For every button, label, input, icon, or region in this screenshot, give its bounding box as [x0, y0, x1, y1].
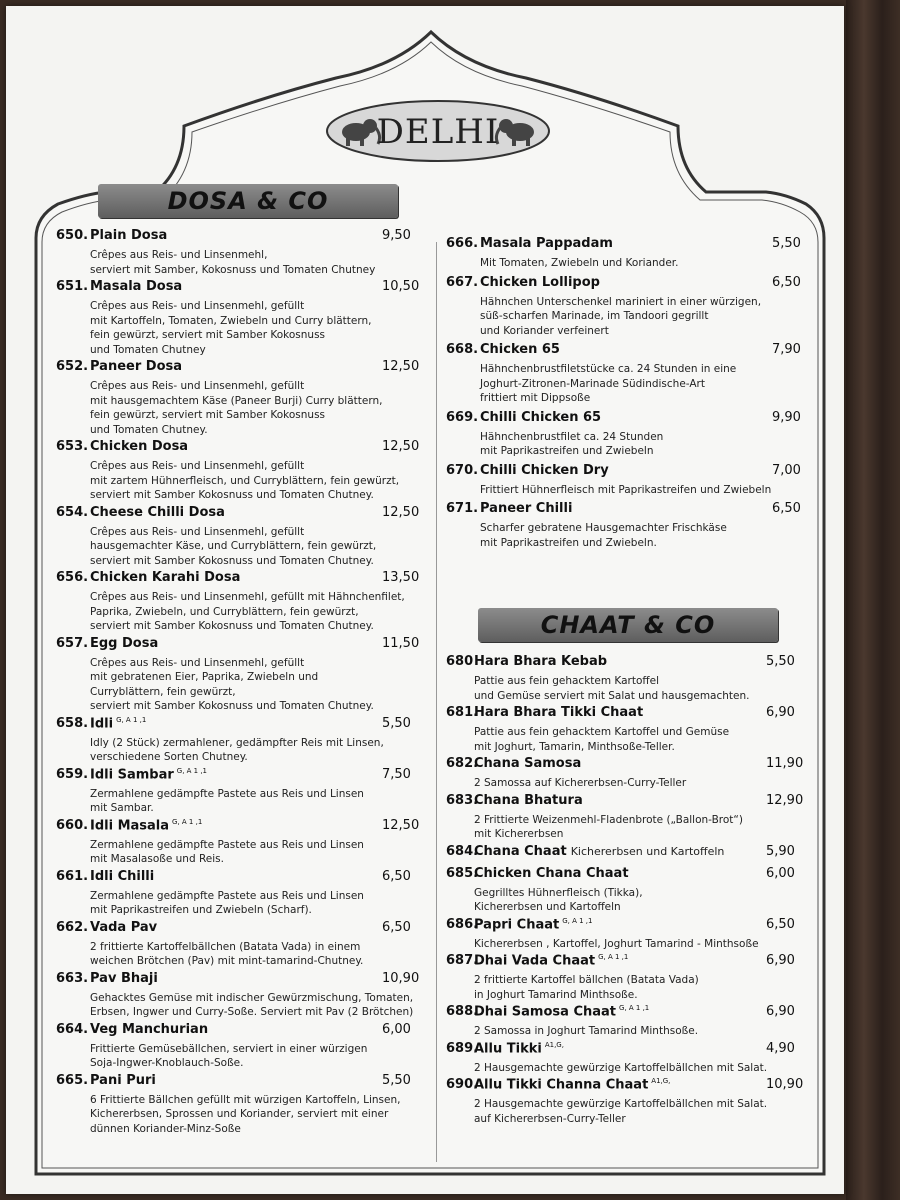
item-name	[480, 342, 560, 357]
item-price: 7,50	[382, 766, 411, 782]
menu-item-header	[436, 917, 810, 937]
item-name	[474, 705, 643, 720]
item-description: Crêpes aus Reis- und Linsenmehl, gefüllt mit Hähnchenfilet, Paprika, Zwiebeln, und Curryblättern, fein gewürzt, serviert mit Samber Kokosnuss und Tomaten Chutney.	[90, 591, 405, 632]
item-price: 6,50	[382, 868, 411, 884]
item-name	[90, 869, 154, 884]
item-description: Hähnchen Unterschenkel mariniert in einer würzigen, süß-scharfen Marinade, im Tandoori gegrillt und Koriander verfeinert	[480, 295, 762, 337]
item-price: 4,90	[766, 1040, 795, 1056]
item-name-text: Idli	[90, 715, 114, 731]
right-column-bottom	[436, 654, 810, 1128]
item-description: Frittiert Hühnerfleisch mit Paprikastreifen und Zwiebeln	[480, 483, 772, 496]
menu-item	[436, 705, 810, 754]
item-name-text: Pav Bhaji	[90, 970, 158, 986]
item-number: 664.	[56, 1021, 89, 1037]
item-name	[480, 463, 609, 478]
item-number: 652.	[56, 359, 89, 374]
item-price: 12,50	[382, 504, 420, 520]
item-description: 2 Samossa auf Kichererbsen-Curry-Teller	[474, 777, 687, 789]
menu-item-header	[46, 716, 424, 736]
menu-item-header	[436, 756, 810, 776]
item-name	[474, 756, 581, 771]
menu-item-header	[436, 236, 810, 256]
section-banner-dosa	[98, 184, 398, 218]
item-name	[474, 953, 628, 968]
menu-item-header	[46, 869, 424, 889]
menu-item-header	[436, 866, 810, 886]
item-name	[90, 228, 167, 243]
item-price: 6,90	[766, 705, 795, 720]
item-description: Crêpes aus Reis- und Linsenmehl, gefüllt mit gebratenen Eier, Paprika, Zwiebeln und Curryblättern, fein gewürzt, serviert mit Samber Kokosnuss und Tomaten Chutney.	[90, 656, 374, 712]
allergen-codes: G, A 1 ,1	[598, 953, 629, 961]
menu-item-header	[46, 636, 424, 656]
item-description: Crêpes aus Reis- und Linsenmehl, gefüllt mit Kartoffeln, Tomaten, Zwiebeln und Curry blättern, fein gewürzt, serviert mit Samber Kokosnuss und Tomaten Chutney	[90, 300, 372, 356]
menu-item	[46, 439, 424, 503]
right-column-top	[436, 236, 810, 554]
item-name-text: Idli Masala	[90, 817, 170, 833]
allergen-codes: A1,G,	[651, 1077, 671, 1085]
item-number: 657.	[56, 635, 89, 651]
menu-item-header	[436, 1041, 810, 1061]
logo-text: DELHI	[376, 112, 500, 152]
item-description: Zermahlene gedämpfte Pastete aus Reis und Linsen mit Paprikastreifen und Zwiebeln (Scharf).	[90, 889, 364, 916]
menu-item	[46, 279, 424, 357]
item-number: 667.	[446, 274, 479, 290]
item-price: 11,90	[766, 756, 804, 771]
item-price: 12,50	[382, 817, 420, 833]
item-name-text: Chilli Chicken 65	[480, 409, 602, 425]
menu-page	[6, 6, 844, 1194]
item-name-text: Chicken Chana Chaat	[474, 865, 629, 881]
item-number: 661.	[56, 868, 89, 884]
item-number: 689.	[446, 1040, 479, 1056]
item-price: 9,90	[772, 409, 801, 425]
menu-item	[46, 1022, 424, 1071]
item-name	[90, 359, 182, 374]
item-description: Kichererbsen , Kartoffel, Joghurt Tamarind - Minthsoße	[474, 937, 759, 950]
item-number: 690.	[446, 1077, 479, 1092]
item-name	[90, 1073, 156, 1088]
item-description: Mit Tomaten, Zwiebeln und Koriander.	[480, 257, 679, 269]
item-description: Zermahlene gedämpfte Pastete aus Reis und Linsen mit Sambar.	[90, 787, 364, 814]
item-name	[90, 439, 188, 454]
menu-item-header	[46, 818, 424, 838]
menu-item	[436, 275, 810, 339]
item-number: 688.	[446, 1004, 479, 1019]
item-description: Gehacktes Gemüse mit indischer Gewürzmischung, Tomaten, Erbsen, Ingwer und Curry-Soße. Serviert mit Pav (2 Brötchen)	[90, 991, 414, 1018]
item-number: 681.	[446, 705, 479, 720]
item-number: 669.	[446, 409, 479, 425]
item-number: 663.	[56, 970, 89, 986]
allergen-codes: G, A 1 ,1	[619, 1004, 650, 1012]
item-name-text: Papri Chaat	[474, 916, 560, 932]
item-name	[90, 279, 182, 294]
item-description: Crêpes aus Reis- und Linsenmehl, gefüllt mit zartem Hühnerfleisch, und Curryblättern, fein gewürzt, serviert mit Samber Kokosnuss und Tomaten Chutney.	[90, 460, 400, 501]
item-price: 7,90	[772, 342, 801, 357]
item-description: Scharfer gebratene Hausgemachter Frischkäse mit Paprikastreifen und Zwiebeln.	[480, 522, 727, 549]
item-name-text: Idli Chilli	[90, 868, 155, 884]
item-name	[90, 920, 157, 935]
delhi-logo	[324, 98, 552, 164]
item-price: 10,50	[382, 279, 420, 294]
menu-item	[436, 501, 810, 550]
item-description: 2 Hausgemachte gewürzige Kartoffelbällchen mit Salat. auf Kichererbsen-Curry-Teller	[474, 1098, 768, 1125]
item-number: 662.	[56, 919, 89, 935]
item-name	[474, 866, 629, 881]
item-name-text: Chana Chaat	[474, 843, 567, 859]
item-description: Crêpes aus Reis- und Linsenmehl, gefüllt mit hausgemachtem Käse (Paneer Burji) Curry blättern, fein gewürzt, serviert mit Samber Kokosnuss und Tomaten Chutney.	[90, 380, 383, 436]
item-price: 9,50	[382, 228, 411, 243]
item-inline-description: Kichererbsen und Kartoffeln	[570, 844, 725, 858]
item-name	[480, 275, 600, 290]
section-title-dosa: DOSA & CO	[167, 187, 329, 215]
menu-item	[46, 570, 424, 634]
allergen-codes: A1,G,	[544, 1040, 564, 1049]
menu-item-header	[46, 1022, 424, 1042]
menu-item	[46, 767, 424, 816]
item-description: 6 Frittierte Bällchen gefüllt mit würzigen Kartoffeln, Linsen, Kichererbsen, Sprossen und Koriander, serviert mit einer dünnen Koriander-Minz-Soße	[90, 1093, 401, 1135]
item-price: 5,90	[766, 843, 795, 859]
menu-item	[436, 1041, 810, 1076]
item-number: 650.	[56, 228, 89, 243]
item-number: 684.	[446, 843, 479, 859]
item-name-text: Idli Sambar	[90, 766, 174, 782]
item-number: 686.	[446, 916, 479, 932]
menu-item-header	[436, 844, 810, 864]
item-description: 2 Hausgemachte gewürzige Kartoffelbällchen mit Salat.	[474, 1061, 768, 1074]
item-name-text: Chicken 65	[480, 342, 560, 357]
menu-item	[46, 920, 424, 969]
item-name	[90, 570, 240, 585]
allergen-codes: G, A 1 ,1	[562, 916, 593, 925]
item-name	[474, 654, 607, 669]
item-number: 658.	[56, 715, 89, 731]
item-name	[474, 1077, 670, 1092]
item-name-text: Chana Samosa	[474, 756, 582, 771]
item-description: Hähnchenbrustfiletstücke ca. 24 Stunden in eine Joghurt-Zitronen-Marinade Südindische-Art frittiert mit Dippsoße	[480, 363, 737, 404]
item-description: Idly (2 Stück) zermahlener, gedämpfter Reis mit Linsen, verschiedene Sorten Chutney.	[90, 736, 384, 763]
item-number: 670.	[446, 462, 479, 478]
item-price: 11,50	[382, 635, 420, 651]
item-price: 6,50	[772, 274, 801, 290]
menu-item	[46, 505, 424, 569]
menu-item	[436, 654, 810, 703]
item-name-text: Paneer Chilli	[480, 501, 573, 516]
menu-item-header	[46, 228, 424, 248]
item-price: 12,50	[382, 439, 420, 454]
item-number: 659.	[56, 766, 89, 782]
menu-item-header	[436, 705, 810, 725]
menu-item-header	[46, 359, 424, 379]
item-description: Crêpes aus Reis- und Linsenmehl, gefüllt hausgemachter Käse, und Curryblättern, fein gewürzt, serviert mit Samber Kokosnuss und Tomaten Chutney.	[90, 525, 377, 567]
item-price: 5,50	[382, 715, 411, 731]
menu-item-header	[436, 410, 810, 430]
item-name-text: Vada Pav	[90, 919, 158, 935]
menu-item-header	[46, 1073, 424, 1093]
item-price: 12,50	[382, 359, 420, 374]
item-price: 5,50	[772, 236, 801, 251]
allergen-codes: G, A 1 ,1	[172, 817, 203, 826]
item-number: 668.	[446, 342, 479, 357]
item-number: 671.	[446, 501, 479, 516]
menu-item	[46, 228, 424, 277]
item-number: 653.	[56, 439, 89, 454]
item-price: 12,90	[766, 792, 804, 808]
item-name-text: Chana Bhatura	[474, 792, 583, 808]
item-description: Pattie aus fein gehacktem Kartoffel und Gemüse mit Joghurt, Tamarin, Minthsoße-Teller.	[474, 726, 730, 753]
left-column	[46, 228, 424, 1138]
menu-item-header	[436, 342, 810, 362]
item-name-text: Veg Manchurian	[90, 1021, 209, 1037]
menu-item-header	[436, 1004, 810, 1024]
item-name-text: Pani Puri	[90, 1072, 156, 1088]
item-name-text: Chicken Karahi Dosa	[90, 570, 241, 585]
item-price: 10,90	[382, 970, 420, 986]
item-price: 6,50	[766, 916, 795, 932]
menu-item	[436, 917, 810, 952]
item-name	[474, 1041, 564, 1056]
menu-item	[46, 1073, 424, 1137]
menu-item-header	[436, 463, 810, 483]
item-number: 660.	[56, 817, 89, 833]
item-name	[474, 1004, 649, 1019]
menu-item	[436, 1004, 810, 1039]
menu-item-header	[436, 654, 810, 674]
item-price: 6,90	[766, 953, 795, 968]
item-description: Pattie aus fein gehacktem Kartoffel und Gemüse serviert mit Salat und hausgemachten.	[474, 675, 750, 702]
item-name-text: Dhai Vada Chaat	[474, 953, 596, 969]
item-price: 5,50	[382, 1072, 411, 1088]
allergen-codes: G, A 1 ,1	[116, 715, 147, 724]
item-number: 665.	[56, 1072, 89, 1088]
item-description: 2 Frittierte Weizenmehl-Fladenbrote („Ballon-Brot“) mit Kichererbsen	[474, 813, 743, 840]
item-price: 13,50	[382, 570, 420, 585]
item-name	[474, 844, 724, 859]
section-banner-chaat	[478, 608, 778, 642]
item-name	[90, 716, 146, 731]
menu-item-header	[46, 767, 424, 787]
menu-item-header	[436, 953, 810, 973]
menu-item-header	[46, 971, 424, 991]
item-name	[480, 501, 572, 516]
item-name	[480, 236, 613, 251]
item-price: 7,00	[772, 462, 801, 478]
item-name	[90, 505, 225, 520]
item-price: 6,00	[766, 865, 795, 881]
item-description: Gegrilltes Hühnerfleisch (Tikka), Kichererbsen und Kartoffeln	[474, 886, 643, 913]
item-number: 682.	[446, 756, 479, 771]
menu-item	[46, 869, 424, 918]
item-name-text: Egg Dosa	[90, 635, 159, 651]
menu-item-header	[46, 570, 424, 590]
item-number: 666.	[446, 236, 479, 251]
menu-item	[436, 953, 810, 1002]
menu-item	[436, 756, 810, 791]
item-price: 6,00	[382, 1021, 411, 1037]
item-price: 10,90	[766, 1077, 804, 1092]
item-price: 5,50	[766, 654, 795, 669]
menu-item	[46, 971, 424, 1020]
menu-item	[46, 818, 424, 867]
item-name-text: Allu Tikki	[474, 1040, 542, 1056]
item-name-text: Chilli Chicken Dry	[480, 462, 609, 478]
item-description: Hähnchenbrustfilet ca. 24 Stunden mit Paprikastreifen und Zwiebeln	[480, 430, 664, 457]
menu-item	[436, 342, 810, 406]
item-number: 687.	[446, 953, 479, 968]
item-name-text: Plain Dosa	[90, 228, 168, 243]
menu-item	[46, 359, 424, 437]
menu-item-header	[46, 505, 424, 525]
item-price: 6,50	[382, 919, 411, 935]
item-description: Frittierte Gemüsebällchen, serviert in einer würzigen Soja-Ingwer-Knoblauch-Soße.	[90, 1042, 368, 1069]
menu-item	[436, 793, 810, 842]
item-description: Zermahlene gedämpfte Pastete aus Reis und Linsen mit Masalasoße und Reis.	[90, 838, 364, 865]
section-title-chaat: CHAAT & CO	[540, 611, 716, 639]
wood-background	[846, 0, 900, 1200]
menu-item	[46, 716, 424, 765]
menu-item	[436, 410, 810, 459]
item-number: 685.	[446, 865, 479, 881]
item-name	[90, 767, 207, 782]
item-name-text: Allu Tikki Channa Chaat	[474, 1077, 649, 1093]
item-name-text: Masala Pappadam	[480, 236, 613, 251]
item-name-text: Cheese Chilli Dosa	[90, 504, 225, 520]
item-number: 683.	[446, 792, 479, 808]
item-name	[474, 793, 583, 808]
menu-item	[46, 636, 424, 714]
item-name-text: Hara Bhara Kebab	[474, 654, 608, 669]
item-name	[90, 818, 202, 833]
menu-item-header	[436, 501, 810, 521]
menu-item	[436, 1077, 810, 1126]
item-name-text: Dhai Samosa Chaat	[474, 1004, 617, 1020]
item-description: 2 Samossa in Joghurt Tamarind Minthsoße.	[474, 1025, 699, 1037]
item-name	[474, 917, 592, 932]
menu-item-header	[46, 439, 424, 459]
allergen-codes: G, A 1 ,1	[176, 766, 208, 775]
item-number: 651.	[56, 279, 89, 294]
menu-item-header	[46, 920, 424, 940]
item-price: 6,90	[766, 1004, 795, 1019]
menu-item	[436, 463, 810, 498]
menu-item-header	[436, 1077, 810, 1097]
item-number: 656.	[56, 570, 89, 585]
menu-item	[436, 236, 810, 271]
menu-item-header	[436, 793, 810, 813]
item-name-text: Paneer Dosa	[90, 359, 183, 374]
item-name	[480, 410, 601, 425]
item-name	[90, 1022, 208, 1037]
item-name-text: Chicken Lollipop	[480, 274, 600, 290]
menu-item-header	[436, 275, 810, 295]
item-name	[90, 971, 158, 986]
item-number: 680	[446, 654, 474, 669]
menu-item	[436, 844, 810, 864]
item-name-text: Hara Bhara Tikki Chaat	[474, 705, 644, 720]
menu-item	[436, 866, 810, 915]
item-description: 2 frittierte Kartoffel bällchen (Batata Vada) in Joghurt Tamarind Minthsoße.	[474, 974, 699, 1001]
menu-item-header	[46, 279, 424, 299]
item-name-text: Masala Dosa	[90, 279, 183, 294]
item-name-text: Chicken Dosa	[90, 439, 189, 454]
item-name	[90, 636, 158, 651]
item-price: 6,50	[772, 501, 801, 516]
item-description: Crêpes aus Reis- und Linsenmehl, serviert mit Samber, Kokosnuss und Tomaten Chutney	[90, 249, 376, 276]
item-number: 654.	[56, 504, 89, 520]
item-description: 2 frittierte Kartoffelbällchen (Batata Vada) in einem weichen Brötchen (Pav) mit mint-tamarind-Chutney.	[90, 940, 364, 967]
